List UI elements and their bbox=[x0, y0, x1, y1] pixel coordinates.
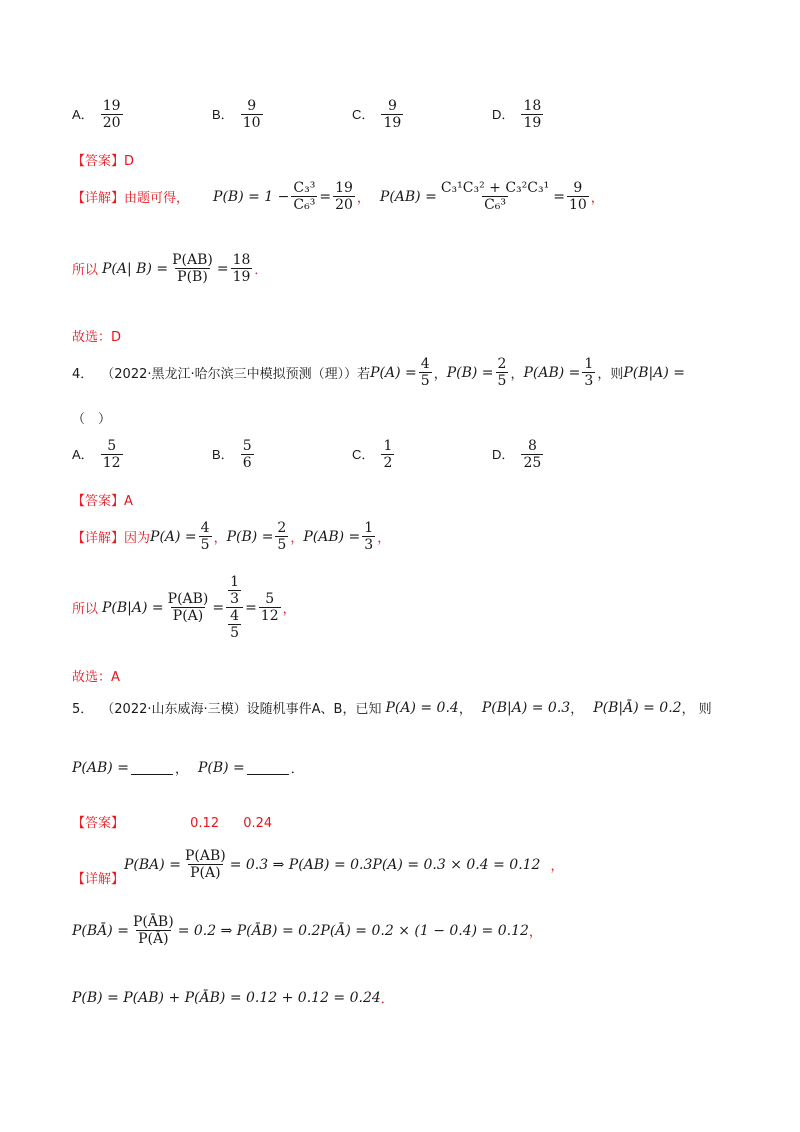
cond-pab: P(AB) = bbox=[523, 364, 581, 381]
so-text: 所以 bbox=[72, 602, 99, 617]
eq-cond-lhs: P(B|A) = bbox=[102, 599, 164, 616]
q4-answer bbox=[72, 490, 133, 509]
blank-2[interactable] bbox=[247, 760, 289, 775]
blank2-label: P(B) = bbox=[197, 759, 245, 776]
cond-pab-frac: $\frac{1}{3}$ bbox=[364, 520, 374, 553]
cond-pba: P(B|A) = 0.3 bbox=[481, 699, 571, 716]
option-label: B． bbox=[212, 107, 234, 122]
eq-lhs: P(BA) = bbox=[124, 856, 181, 873]
q3-so-line bbox=[72, 252, 267, 285]
cond-pa-frac: $\frac{4}{5}$ bbox=[420, 356, 430, 389]
cond-pa: P(A) = 0.4 bbox=[385, 699, 459, 716]
eq-sum: P(B) = P(AB) + P(ĀB) = 0.12 + 0.12 = 0.24 bbox=[72, 989, 381, 1006]
cond-pb: P(B) = bbox=[226, 528, 274, 545]
because-text: 因为 bbox=[124, 531, 151, 546]
q3-detail-line bbox=[72, 180, 604, 213]
q5-detail-line2 bbox=[72, 914, 542, 947]
eq-frac: $\frac{P(ĀB)}{P(Ā)}$ bbox=[132, 914, 174, 947]
then-word: 则 bbox=[610, 367, 624, 382]
option-label: C． bbox=[352, 447, 375, 462]
separator: ， bbox=[213, 531, 227, 546]
eq-pab-frac: $\frac{\text{C₃¹C₃² + C₃²C₃¹}}{\text{C₆³}}$ bbox=[440, 180, 550, 213]
q3-answer bbox=[72, 150, 134, 169]
q4-option-c bbox=[352, 438, 396, 471]
answer-value-2: 0.24 bbox=[243, 816, 273, 831]
q4-detail-line bbox=[72, 520, 390, 553]
separator: ， bbox=[458, 702, 472, 717]
eq-frac: $\frac{P(AB)}{P(A)}$ bbox=[184, 848, 226, 881]
question-number: 4． bbox=[72, 367, 94, 382]
separator: ， bbox=[433, 367, 447, 382]
detail-intro: 由题可得， bbox=[124, 191, 190, 206]
separator: ， bbox=[597, 367, 611, 382]
option-fraction: $\frac{5}{12}$ bbox=[102, 438, 121, 471]
q4-so-line bbox=[72, 574, 296, 641]
question-number: 5． bbox=[72, 702, 94, 717]
q5-detail-line1 bbox=[72, 842, 563, 887]
separator: ， bbox=[681, 702, 695, 717]
separator: ， bbox=[377, 531, 391, 546]
answer-tag: 【答案】 bbox=[72, 816, 125, 831]
option-fraction: $\frac{1}{2}$ bbox=[383, 438, 393, 471]
then-word: 则 bbox=[698, 702, 712, 717]
separator: ， bbox=[510, 367, 524, 382]
q5-stem bbox=[72, 698, 712, 717]
cond-pa: P(A) = bbox=[150, 528, 197, 545]
eq-equals: = bbox=[216, 260, 229, 277]
eq-pb-value: $\frac{19}{20}$ bbox=[335, 180, 353, 213]
eq-cond-lhs: P(A| B) = bbox=[102, 260, 169, 277]
q5-blanks bbox=[72, 758, 304, 777]
answer-value-1: 0.12 bbox=[190, 816, 220, 831]
q4-choose: 故选：A bbox=[72, 670, 120, 685]
q4-paren: （ ） bbox=[72, 412, 112, 427]
eq-rest: = 0.3 ⇒ P(AB) = 0.3P(A) = 0.3 × 0.4 = 0.12 bbox=[229, 856, 541, 873]
cond-pab-frac: $\frac{1}{3}$ bbox=[584, 356, 594, 389]
cond-pb-frac: $\frac{2}{5}$ bbox=[277, 520, 287, 553]
detail-tag: 【详解】 bbox=[72, 872, 125, 887]
separator: ， bbox=[570, 702, 584, 717]
option-label: D． bbox=[492, 107, 515, 122]
cond-pb: P(B) = bbox=[446, 364, 494, 381]
blank1-label: P(AB) = bbox=[72, 759, 129, 776]
separator: ， bbox=[356, 191, 370, 206]
eq-rest: = 0.2 ⇒ P(ĀB) = 0.2P(Ā) = 0.2 × (1 − 0.4) = 0.12 bbox=[177, 922, 529, 939]
option-fraction: $\frac{5}{6}$ bbox=[242, 438, 252, 471]
option-label: C． bbox=[352, 107, 375, 122]
blank-1[interactable] bbox=[131, 760, 173, 775]
end-mark: ， bbox=[550, 859, 564, 874]
cond-pba-bar: P(B|Ā) = 0.2 bbox=[593, 699, 682, 716]
q3-option-a bbox=[72, 98, 125, 131]
separator: ， bbox=[174, 762, 188, 777]
eq-pb-lhs: P(B) = 1 − bbox=[213, 188, 290, 205]
option-fraction: $\frac{9}{19}$ bbox=[383, 98, 402, 131]
option-fraction: $\frac{19}{20}$ bbox=[102, 98, 121, 131]
end-mark: ， bbox=[282, 602, 296, 617]
eq-pb-frac: $\frac{\text{C₃³}}{\text{C₆³}}$ bbox=[293, 180, 316, 213]
eq-equals: = bbox=[245, 599, 257, 616]
end-mark: ， bbox=[528, 925, 542, 940]
option-label: D． bbox=[492, 447, 515, 462]
end-mark: ． bbox=[380, 992, 394, 1007]
answer-value: D bbox=[124, 154, 135, 169]
eq-complex-frac: $\frac{\frac{1}{3}}{\frac{4}{5}}$ bbox=[226, 574, 243, 641]
detail-tag: 【详解】 bbox=[72, 191, 125, 206]
option-fraction: $\frac{9}{10}$ bbox=[242, 98, 261, 131]
cond-pab: P(AB) = bbox=[303, 528, 361, 545]
option-fraction: $\frac{8}{25}$ bbox=[523, 438, 542, 471]
q5-detail-line3 bbox=[72, 988, 394, 1007]
option-label: A． bbox=[72, 447, 94, 462]
cond-pa: P(A) = bbox=[370, 364, 417, 381]
detail-tag: 【详解】 bbox=[72, 531, 125, 546]
q3-option-b bbox=[212, 98, 265, 131]
question-source: （2022·山东威海·三模）设随机事件A、B，已知 bbox=[101, 702, 382, 717]
eq-cond-value: $\frac{18}{19}$ bbox=[232, 252, 251, 285]
q5-answer bbox=[72, 812, 272, 831]
cond-pa-frac: $\frac{4}{5}$ bbox=[200, 520, 210, 553]
q3-option-c bbox=[352, 98, 405, 131]
eq-equals: = bbox=[319, 188, 332, 205]
eq-cond-frac: $\frac{P(AB)}{P(A)}$ bbox=[167, 591, 209, 624]
eq-pab-value: $\frac{9}{10}$ bbox=[568, 180, 587, 213]
option-label: A． bbox=[72, 107, 94, 122]
end-mark: ． bbox=[290, 762, 304, 777]
answer-tag: 【答案】 bbox=[72, 154, 125, 169]
separator: ， bbox=[290, 531, 304, 546]
end-mark: ． bbox=[254, 263, 268, 278]
answer-value: A bbox=[124, 494, 133, 509]
separator: ， bbox=[590, 191, 604, 206]
eq-equals: = bbox=[553, 188, 565, 205]
q3-choose: 故选：D bbox=[72, 330, 122, 345]
question-source: （2022·黑龙江·哈尔滨三中模拟预测（理））若 bbox=[101, 367, 371, 382]
option-label: B． bbox=[212, 447, 234, 462]
so-text: 所以 bbox=[72, 263, 99, 278]
eq-pab-lhs: P(AB) = bbox=[379, 188, 437, 205]
answer-tag: 【答案】 bbox=[72, 494, 125, 509]
eq-lhs: P(BĀ) = bbox=[72, 922, 129, 939]
eq-equals: = bbox=[212, 599, 225, 616]
q4-option-b bbox=[212, 438, 256, 471]
option-fraction: $\frac{18}{19}$ bbox=[523, 98, 542, 131]
eq-result-frac: $\frac{5}{12}$ bbox=[260, 591, 279, 624]
q3-option-d bbox=[492, 98, 545, 131]
q4-option-d bbox=[492, 438, 545, 471]
ask-expression: P(B|A) = bbox=[623, 364, 685, 381]
eq-cond-frac: $\frac{P(AB)}{P(B)}$ bbox=[172, 252, 213, 285]
q4-option-a bbox=[72, 438, 125, 471]
cond-pb-frac: $\frac{2}{5}$ bbox=[497, 356, 507, 389]
q4-stem bbox=[72, 356, 685, 389]
